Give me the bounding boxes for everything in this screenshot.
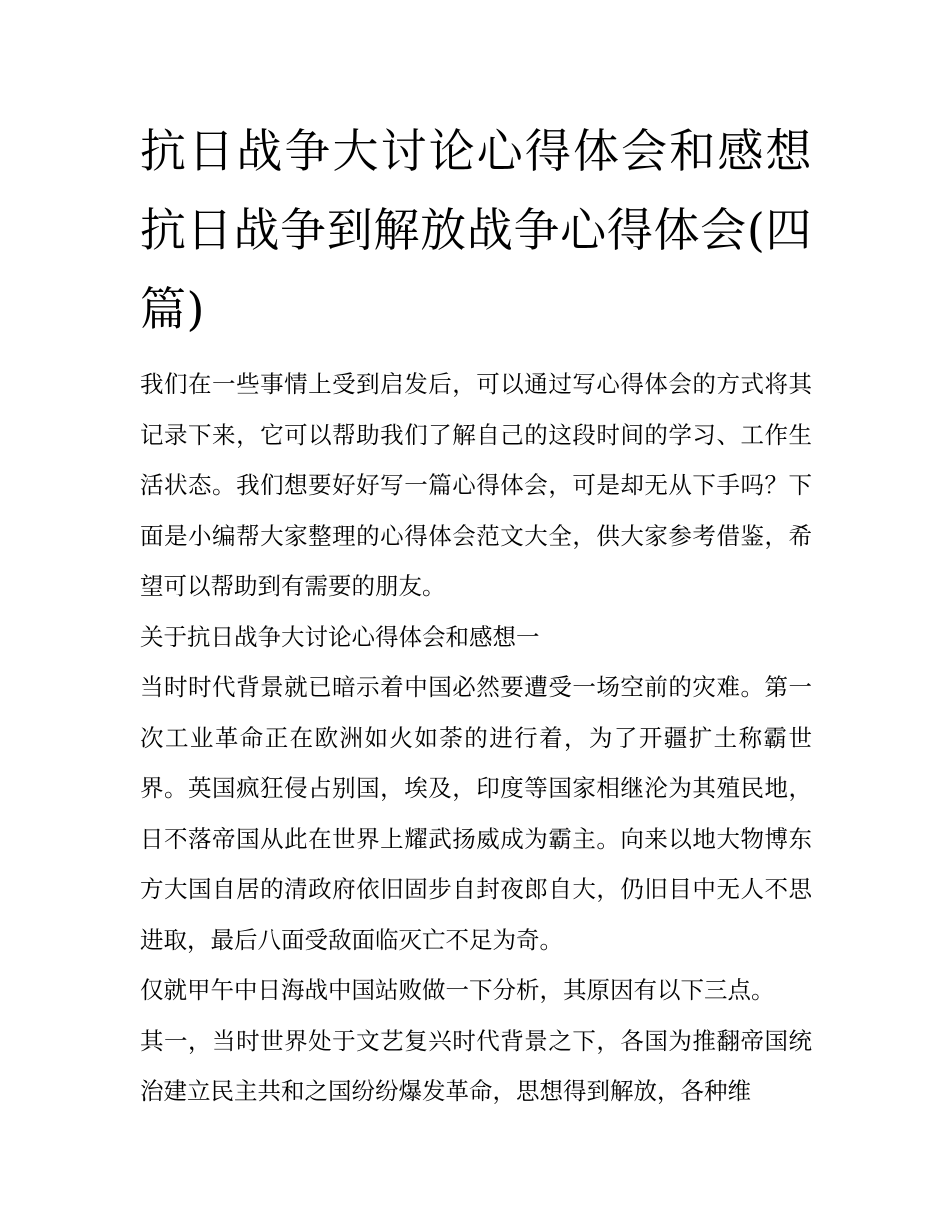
section-heading: 关于抗日战争大讨论心得体会和感想一 [140, 622, 540, 651]
body-paragraph: 当时时代背景就已暗示着中国必然要遭受一场空前的灾难。第一次工业革命正在欧洲如火如荼的进行着，为了开疆扩土称霸世界。英国疯狂侵占别国，埃及，印度等国家相继沦为其殖民地，日不落帝国从此在世界上耀武扬威成为霸主。向来以地大物博东方大国自居的清政府依旧固步自封夜郎自大，仍旧目中无人不思进取，最后八面受敌面临灭亡不足为奇。 [140, 673, 812, 954]
intro-paragraph: 我们在一些事情上受到启发后，可以通过写心得体会的方式将其记录下来，它可以帮助我们了解自己的这段时间的学习、工作生活状态。我们想要好好写一篇心得体会，可是却无从下手吗？下面是小编帮大家整理的心得体会范文大全，供大家参考借鉴，希望可以帮助到有需要的朋友。 [140, 370, 812, 600]
document-title: 抗日战争大讨论心得体会和感想 抗日战争到解放战争心得体会(四篇) [140, 124, 812, 336]
body-paragraph: 其一，当时世界处于文艺复兴时代背景之下，各国为推翻帝国统治建立民主共和之国纷纷爆发革命，思想得到解放，各种维 [140, 1026, 812, 1105]
body-paragraph: 仅就甲午中日海战中国站败做一下分析，其原因有以下三点。 [140, 976, 775, 1004]
document-body [140, 112, 812, 1117]
